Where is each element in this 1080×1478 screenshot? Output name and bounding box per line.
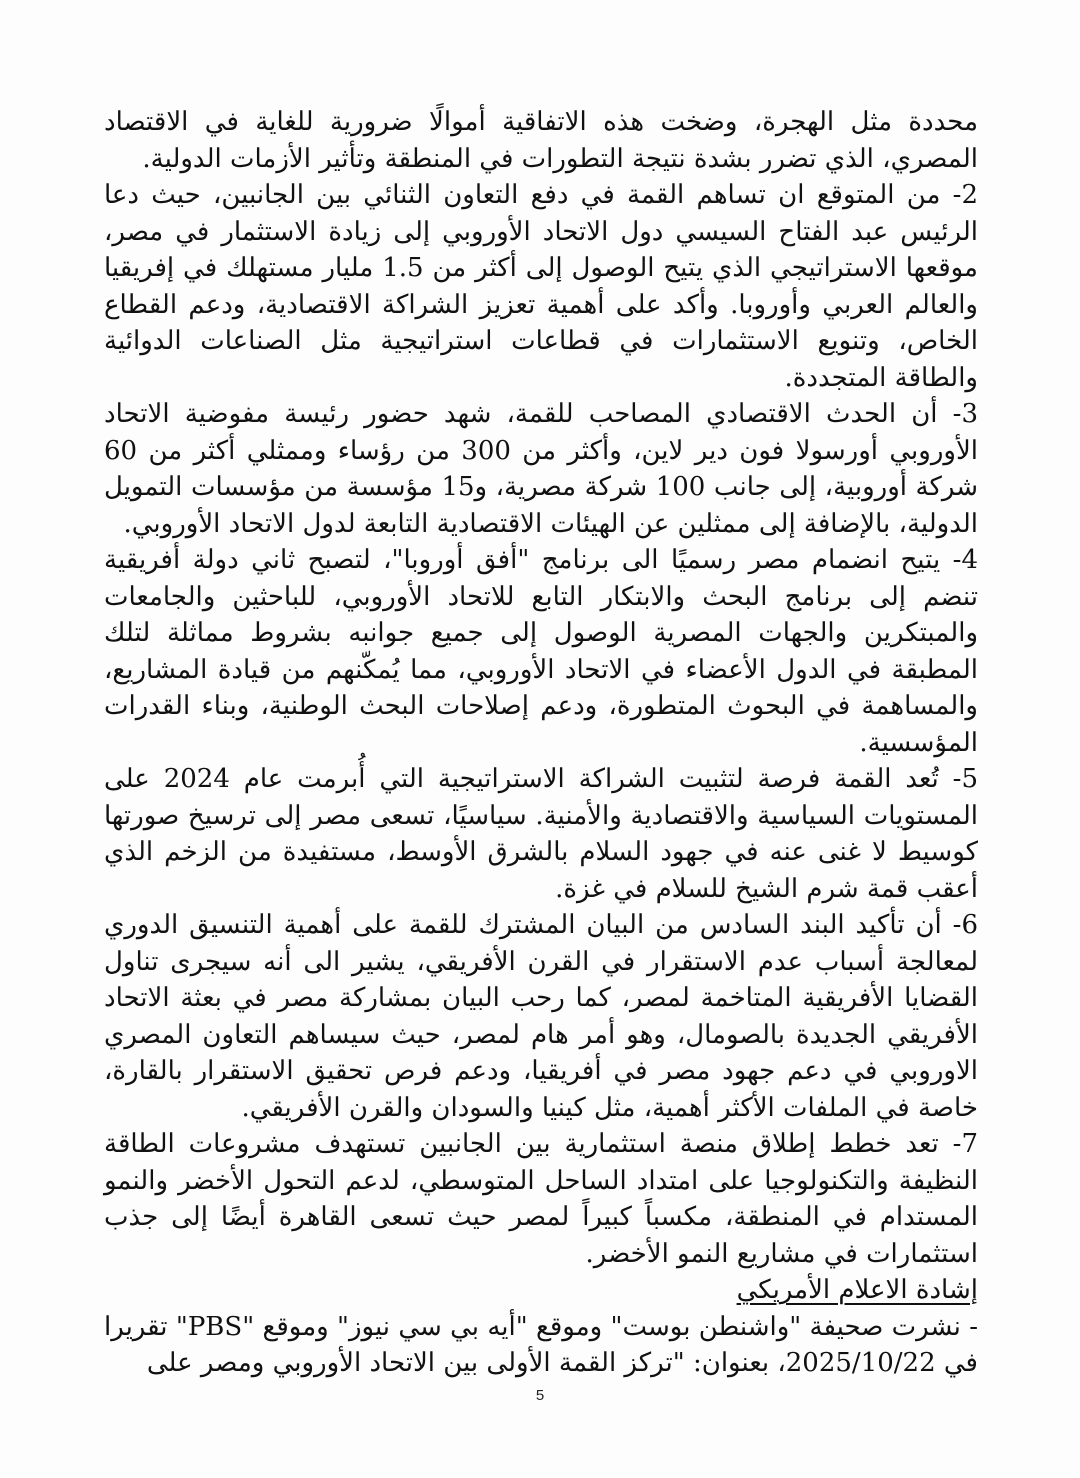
paragraph-item-4: 4- يتيح انضمام مصر رسميًا الى برنامج "أفق أوروبا"، لتصبح ثاني دولة أفريقية تنضم إلى برنامج البحث والابتكار التابع للاتحاد الأوروبي، للباحثين والجامعات والمبتكرين والجهات المصرية الوصول إلى جميع جوانبه بشروط مماثلة لتلك المطبقة في الدول الأعضاء في الاتحاد الأوروبي، مما يُمكّنهم من قيادة المشاريع، والمساهمة في البحوث المتطورة، ودعم إصلاحات البحث الوطنية، وبناء القدرات المؤسسية. [104, 545, 978, 758]
section-heading [104, 1272, 978, 1309]
paragraph-item-2: 2- من المتوقع ان تساهم القمة في دفع التعاون الثنائي بين الجانبين، حيث دعا الرئيس عبد الفتاح السيسي دول الاتحاد الأوروبي إلى زيادة الاستثمار في مصر، موقعها الاستراتيجي الذي يتيح الوصول إلى أكثر من 1.5 مليار مستهلك في إفريقيا والعالم العربي وأوروبا. وأكد على أهمية تعزيز الشراكة الاقتصادية، ودعم القطاع الخاص، وتنويع الاستثمارات في قطاعات استراتيجية مثل الصناعات الدوائية والطاقة المتجددة. [104, 180, 978, 393]
paragraph-item-3: 3- أن الحدث الاقتصادي المصاحب للقمة، شهد حضور رئيسة مفوضية الاتحاد الأوروبي أورسولا فون دير لاين، وأكثر من 300 من رؤساء وممثلي أكثر من 60 شركة أوروبية، إلى جانب 100 شركة مصرية، و15 مؤسسة من مؤسسات التمويل الدولية، بالإضافة إلى ممثلين عن الهيئات الاقتصادية التابعة لدول الاتحاد الأوروبي. [104, 399, 979, 539]
section-heading-text: إشادة الاعلام الأمريكي [736, 1275, 978, 1305]
paragraph-continuation: محددة مثل الهجرة، وضخت هذه الاتفاقية أموالًا ضرورية للغاية في الاقتصاد المصري، الذي تضرر بشدة نتيجة التطورات في المنطقة وتأثير الأزمات الدولية. [104, 107, 978, 174]
paragraph-item-5: 5- تُعد القمة فرصة لتثبيت الشراكة الاستراتيجية التي أُبرمت عام 2024 على المستويات السياسية والاقتصادية والأمنية. سياسيًا، تسعى مصر إلى ترسيخ صورتها كوسيط لا غنى عنه في جهود السلام بالشرق الأوسط، مستفيدة من الزخم الذي أعقب قمة شرم الشيخ للسلام في غزة. [104, 764, 978, 904]
paragraph-item-7: 7- تعد خطط إطلاق منصة استثمارية بين الجانبين تستهدف مشروعات الطاقة النظيفة والتكنولوجيا على امتداد الساحل المتوسطي، لدعم التحول الأخضر والنمو المستدام في المنطقة، مكسباً كبيراً لمصر حيث تسعى القاهرة أيضًا إلى جذب استثمارات في مشاريع النمو الأخضر. [104, 1129, 978, 1269]
section-paragraph: - نشرت صحيفة "واشنطن بوست" وموقع "أيه بي سي نيوز" وموقع "PBS" تقريرا في 2025/10/22، بعنوان: "تركز القمة الأولى بين الاتحاد الأوروبي ومصر على [104, 1311, 978, 1378]
document-body [104, 104, 978, 1382]
page-number: 5 [535, 1387, 545, 1404]
paragraph-item-6: 6- أن تأكيد البند السادس من البيان المشترك للقمة على أهمية التنسيق الدوري لمعالجة أسباب عدم الاستقرار في القرن الأفريقي، يشير الى أنه سيجرى تناول القضايا الأفريقية المتاخمة لمصر، كما رحب البيان بمشاركة مصر في بعثة الاتحاد الأفريقي الجديدة بالصومال، وهو أمر هام لمصر، حيث سيساهم التعاون المصري الاوروبي في دعم جهود مصر في أفريقيا، ودعم فرص تحقيق الاستقرار بالقارة، خاصة في الملفات الأكثر أهمية، مثل كينيا والسودان والقرن الأفريقي. [104, 910, 978, 1123]
